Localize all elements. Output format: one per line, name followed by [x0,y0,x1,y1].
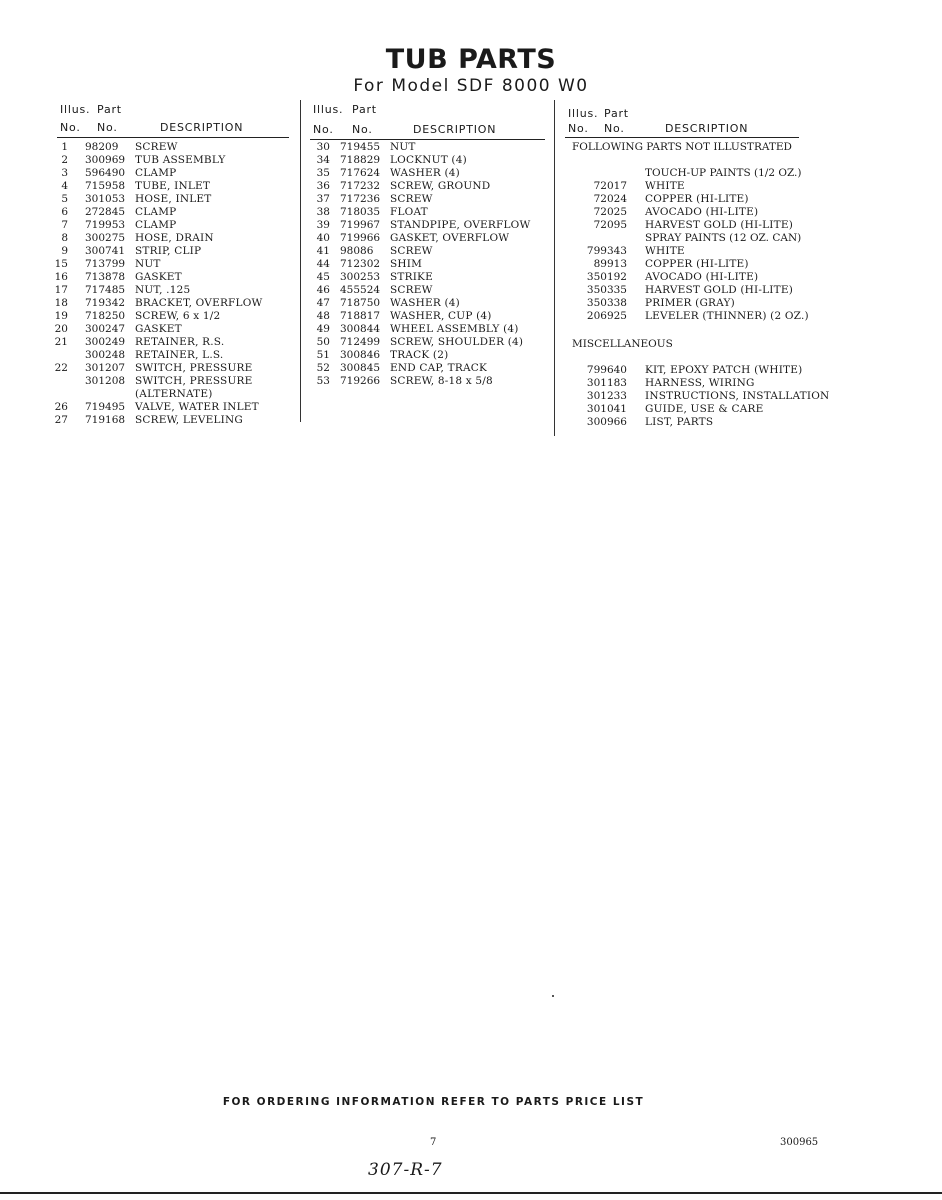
illus-number: 51 [316,349,330,361]
part-description: COPPER (HI-LITE) [645,258,749,270]
part-number: 72025 [593,206,627,218]
part-description: HARVEST GOLD (HI-LITE) [645,284,794,296]
part-description: WASHER (4) [390,297,460,309]
part-number: 719953 [85,219,126,231]
part-number: 717236 [340,193,381,205]
part-number: 72017 [593,180,627,192]
part-description: LIST, PARTS [645,416,714,428]
part-number: 300741 [85,245,126,257]
part-number: 455524 [340,284,381,296]
part-number: 713878 [85,271,126,283]
part-description: (ALTERNATE) [135,388,213,400]
part-description: TRACK (2) [390,349,449,361]
part-number: 72024 [593,193,627,205]
part-number: 350338 [586,297,627,309]
part-description: SCREW, 8-18 x 5/8 [390,375,493,387]
part-number: 301053 [85,193,126,205]
bottom-rule [0,1192,942,1194]
part-number: 300844 [340,323,381,335]
part-number: 712302 [340,258,381,270]
illus-number: 5 [61,193,68,205]
illus-number: 2 [61,154,68,166]
part-description: HOSE, DRAIN [135,232,214,244]
illus-number: 52 [316,362,330,374]
part-description: STRIP, CLIP [135,245,202,257]
part-number: 272845 [85,206,126,218]
illus-number: 39 [316,219,330,231]
illus-number: 44 [316,258,330,270]
part-description: LOCKNUT (4) [390,154,467,166]
col3-header-part: Part [604,107,629,120]
col1-header-description: DESCRIPTION [160,121,244,134]
part-description: BRACKET, OVERFLOW [135,297,263,309]
col2-header-no: No. [313,123,334,136]
page-subtitle: For Model SDF 8000 W0 [353,76,589,96]
spray-paints-heading: SPRAY PAINTS (12 OZ. CAN) [645,232,802,244]
scan-speck [552,995,554,997]
part-description: NUT, .125 [135,284,191,296]
part-description: FLOAT [390,206,428,218]
page-number: 7 [430,1137,437,1148]
illus-number: 1 [61,141,68,153]
ordering-info-note: FOR ORDERING INFORMATION REFER TO PARTS PRICE LIST [222,1096,645,1108]
illus-number: 27 [54,414,68,426]
part-description: LEVELER (THINNER) (2 OZ.) [645,310,809,322]
part-number: 715958 [85,180,126,192]
part-number: 300969 [85,154,126,166]
part-description: GASKET [135,271,182,283]
col2-header-description: DESCRIPTION [413,123,497,136]
column-divider-1 [300,100,301,422]
part-description: WHEEL ASSEMBLY (4) [390,323,519,335]
part-number: 300249 [85,336,126,348]
part-number: 301207 [85,362,126,374]
part-number: 718035 [340,206,381,218]
part-description: SCREW [390,245,433,257]
part-description: SWITCH, PRESSURE [135,375,253,387]
part-number: 206925 [586,310,627,322]
part-number: 713799 [85,258,126,270]
col1-header-part: Part [97,103,122,116]
part-description: WASHER, CUP (4) [390,310,492,322]
illus-number: 30 [316,141,330,153]
col3-header-part-no: No. [604,122,625,135]
part-description: WHITE [645,245,685,257]
part-number: 98086 [340,245,374,257]
part-number: 719966 [340,232,381,244]
illus-number: 53 [316,375,330,387]
miscellaneous-heading: MISCELLANEOUS [572,338,673,350]
col1-header-illus: Illus. [60,103,91,116]
illus-number: 38 [316,206,330,218]
illus-number: 36 [316,180,330,192]
col2-header-part-no: No. [352,123,373,136]
illus-number: 47 [316,297,330,309]
part-number: 350192 [586,271,627,283]
part-number: 718250 [85,310,126,322]
part-number: 719495 [85,401,126,413]
illus-number: 49 [316,323,330,335]
part-number: 98209 [85,141,119,153]
illus-number: 41 [316,245,330,257]
handwritten-annotation: 307-R-7 [368,1160,443,1180]
part-number: 301233 [586,390,627,402]
part-description: RETAINER, L.S. [135,349,224,361]
illus-number: 19 [54,310,68,322]
col2-header-illus: Illus. [313,103,344,116]
part-description: SCREW, GROUND [390,180,491,192]
illus-number: 3 [61,167,68,179]
part-number: 799640 [586,364,627,376]
illus-number: 26 [54,401,68,413]
illus-number: 6 [61,206,68,218]
part-number: 717232 [340,180,381,192]
part-number: 300845 [340,362,381,374]
part-number: 596490 [85,167,126,179]
part-description: NUT [390,141,416,153]
col2-header-rule [310,139,545,140]
part-description: GUIDE, USE & CARE [645,403,764,415]
part-description: CLAMP [135,219,177,231]
part-number: 799343 [586,245,627,257]
part-description: INSTRUCTIONS, INSTALLATION [645,390,830,402]
part-description: COPPER (HI-LITE) [645,193,749,205]
illus-number: 15 [54,258,68,270]
part-description: SCREW [390,193,433,205]
col3-header-description: DESCRIPTION [665,122,749,135]
illus-number: 17 [54,284,68,296]
part-description: VALVE, WATER INLET [135,401,259,413]
part-description: SCREW, LEVELING [135,414,244,426]
illus-number: 9 [61,245,68,257]
part-description: SCREW [390,284,433,296]
part-number: 350335 [586,284,627,296]
not-illustrated-heading: FOLLOWING PARTS NOT ILLUSTRATED [572,141,792,153]
part-description: TUBE, INLET [135,180,211,192]
part-description: SCREW, SHOULDER (4) [390,336,524,348]
illus-number: 21 [54,336,68,348]
part-description: HARVEST GOLD (HI-LITE) [645,219,794,231]
page-title: TUB PARTS [385,44,557,75]
part-description: GASKET [135,323,182,335]
col3-header-illus: Illus. [568,107,599,120]
part-number: 719342 [85,297,126,309]
part-description: NUT [135,258,161,270]
illus-number: 40 [316,232,330,244]
part-number: 718817 [340,310,381,322]
part-number: 719266 [340,375,381,387]
col3-header-no: No. [568,122,589,135]
part-number: 300275 [85,232,126,244]
part-description: SCREW, 6 x 1/2 [135,310,221,322]
part-description: END CAP, TRACK [390,362,488,374]
part-description: SWITCH, PRESSURE [135,362,253,374]
col1-header-rule [57,137,289,138]
part-description: HOSE, INLET [135,193,212,205]
illus-number: 34 [316,154,330,166]
part-description: AVOCADO (HI-LITE) [645,271,759,283]
part-description: GASKET, OVERFLOW [390,232,510,244]
part-number: 301208 [85,375,126,387]
col2-header-part: Part [352,103,377,116]
illus-number: 8 [61,232,68,244]
illus-number: 35 [316,167,330,179]
part-number: 719168 [85,414,126,426]
part-description: SCREW [135,141,178,153]
part-number: 718829 [340,154,381,166]
illus-number: 48 [316,310,330,322]
part-number: 717624 [340,167,381,179]
col1-header-no: No. [60,121,81,134]
illus-number: 22 [54,362,68,374]
illus-number: 46 [316,284,330,296]
part-number: 719455 [340,141,381,153]
part-number: 719967 [340,219,381,231]
illus-number: 37 [316,193,330,205]
part-description: AVOCADO (HI-LITE) [645,206,759,218]
illus-number: 18 [54,297,68,309]
illus-number: 7 [61,219,68,231]
part-number: 718750 [340,297,381,309]
part-description: HARNESS, WIRING [645,377,755,389]
column-divider-2 [554,100,555,436]
part-number: 300248 [85,349,126,361]
part-number: 89913 [593,258,627,270]
part-description: PRIMER (GRAY) [645,297,735,309]
col1-header-part-no: No. [97,121,118,134]
touchup-paints-heading: TOUCH-UP PAINTS (1/2 OZ.) [645,167,802,179]
part-number: 300253 [340,271,381,283]
illus-number: 45 [316,271,330,283]
illus-number: 20 [54,323,68,335]
illus-number: 4 [61,180,68,192]
document-number: 300965 [780,1137,819,1148]
part-description: KIT, EPOXY PATCH (WHITE) [645,364,803,376]
part-description: CLAMP [135,167,177,179]
part-number: 717485 [85,284,126,296]
part-description: WHITE [645,180,685,192]
part-number: 72095 [593,219,627,231]
part-description: SHIM [390,258,423,270]
part-description: CLAMP [135,206,177,218]
part-description: STRIKE [390,271,433,283]
part-number: 712499 [340,336,381,348]
part-number: 301183 [586,377,627,389]
part-description: WASHER (4) [390,167,460,179]
part-description: STANDPIPE, OVERFLOW [390,219,531,231]
part-description: TUB ASSEMBLY [135,154,226,166]
part-number: 300846 [340,349,381,361]
col3-header-rule [565,137,799,138]
part-number: 301041 [586,403,627,415]
illus-number: 16 [54,271,68,283]
part-number: 300247 [85,323,126,335]
illus-number: 50 [316,336,330,348]
part-number: 300966 [586,416,627,428]
part-description: RETAINER, R.S. [135,336,225,348]
